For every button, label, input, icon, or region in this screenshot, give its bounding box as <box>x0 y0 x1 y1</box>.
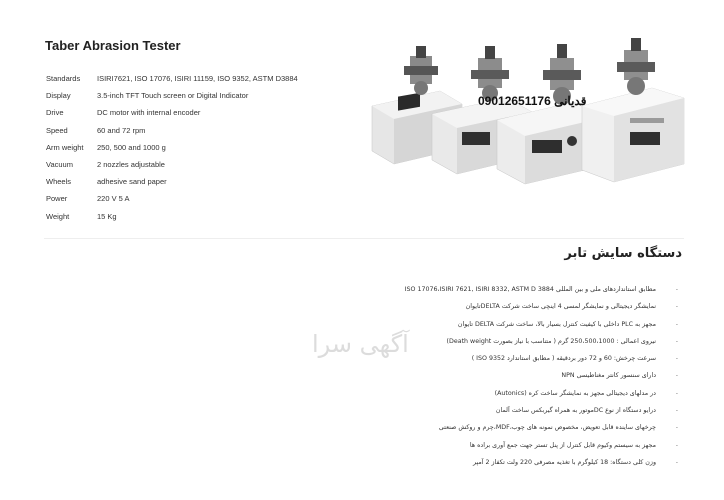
list-item <box>338 458 678 475</box>
spec-key: Display <box>46 91 71 101</box>
spec-value: adhesive sand paper <box>97 177 167 187</box>
watermark: آگهی سرا <box>312 330 409 358</box>
spec-value: 250, 500 and 1000 g <box>97 142 166 152</box>
spec-key: Speed <box>46 125 68 135</box>
spec-row <box>46 126 366 143</box>
feature-text: درایو دستگاه از نوع DCموتور به همراه گیربکس ساخت آلمان <box>495 407 656 415</box>
bullet-dash: - <box>675 458 678 466</box>
feature-text: وزن کلی دستگاه: 18 کیلوگرم با تغذیه مصرفی 220 ولت تکفاز 2 آمپر <box>472 458 656 466</box>
spec-key: Weight <box>46 211 70 221</box>
feature-text: نمایشگر دیجیتالی و نمایشگر لمسی 4 اینچی ساخت شرکت DELTAتایوان <box>465 303 656 311</box>
spec-key: Vacuum <box>46 159 73 169</box>
spec-value: ISIRI7621, ISO 17076, ISIRI 11159, ISO 9352, ASTM D3884 <box>97 74 298 83</box>
spec-value: 220 V 5 A <box>97 194 130 204</box>
list-item <box>338 371 678 388</box>
bullet-dash: - <box>675 303 678 311</box>
spec-value: 3.5-inch TFT Touch screen or Digital Indicator <box>97 91 249 101</box>
tester-unit-4 <box>582 38 684 182</box>
spec-value: 60 and 72 rpm <box>97 125 146 135</box>
feature-list <box>338 285 678 475</box>
spec-row <box>46 143 366 160</box>
spec-value: 2 nozzles adjustable <box>97 159 165 169</box>
feature-text: در مدلهای دیجیتالی مجهز به نمایشگر ساخت کره (Autonics) <box>494 389 656 397</box>
product-photo <box>362 36 690 186</box>
spec-key: Arm weight <box>46 142 84 152</box>
spec-key: Wheels <box>46 177 72 187</box>
list-item <box>338 423 678 440</box>
spec-value: DC motor with internal encoder <box>97 108 201 118</box>
feature-text: دارای سنسور کانتر مغناطیسی NPN <box>561 372 656 380</box>
phone-overlay: قدیانی 09012651176 <box>478 94 587 108</box>
spec-key: Power <box>46 194 68 204</box>
spec-row <box>46 160 366 177</box>
bullet-dash: - <box>675 337 678 345</box>
list-item <box>338 285 678 302</box>
bullet-dash: - <box>675 424 678 432</box>
spec-row <box>46 194 366 211</box>
list-item <box>338 389 678 406</box>
spec-value: 15 Kg <box>97 211 117 221</box>
product-title: Taber Abrasion Tester <box>45 38 181 53</box>
spec-row <box>46 74 366 91</box>
feature-text: مجهز به سیستم وکیوم قابل کنترل از پنل تستر جهت جمع آوری براده ها <box>469 441 656 449</box>
bullet-dash: - <box>675 320 678 328</box>
spec-row <box>46 212 366 229</box>
feature-text: مطابق استانداردهای ملی و بین المللی ISO 17076،ISIRI 7621, ISIRI 8332, ASTM D 3884 <box>404 286 656 293</box>
spec-row <box>46 177 366 194</box>
bullet-dash: - <box>675 355 678 363</box>
list-item <box>338 441 678 458</box>
spec-row <box>46 108 366 125</box>
section-divider <box>44 238 684 239</box>
bullet-dash: - <box>675 286 678 293</box>
list-item <box>338 406 678 423</box>
feature-text: نیروی اعمالی : 250،500،1000 گرم ( متناسب با نیاز بصورت Death weight) <box>446 337 656 345</box>
bullet-dash: - <box>675 407 678 415</box>
feature-text: مجهز به PLC داخلی با کیفیت کنترل بسیار بالا، ساخت شرکت DELTA تایوان <box>457 320 656 328</box>
feature-text: سرعت چرخش: 60 و 72 دور بردقیقه ( مطابق استاندارد ISO 9352 ) <box>471 355 656 363</box>
spec-key: Drive <box>46 108 64 118</box>
spec-key: Standards <box>46 74 81 83</box>
spec-row <box>46 91 366 108</box>
list-item <box>338 302 678 319</box>
persian-title: دستگاه سایش تابر <box>564 246 682 261</box>
spec-table <box>46 74 366 229</box>
bullet-dash: - <box>675 372 678 380</box>
feature-text: چرخهای ساینده قابل تعویض، مخصوص نمونه های چوب،MDF،چرم و روکش صنعتی <box>438 424 656 432</box>
bullet-dash: - <box>675 389 678 397</box>
bullet-dash: - <box>675 441 678 449</box>
